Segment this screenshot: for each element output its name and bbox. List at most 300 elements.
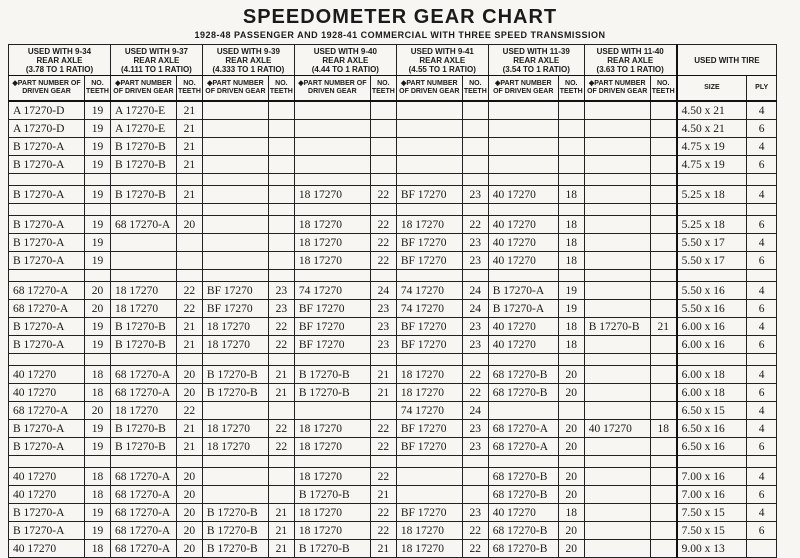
gear-teeth-count (370, 120, 396, 138)
tire-ply: 6 (747, 216, 777, 234)
spacer-cell (110, 174, 176, 186)
gear-teeth-count: 20 (85, 282, 111, 300)
gear-teeth-count: 19 (85, 234, 111, 252)
spacer-cell (584, 204, 650, 216)
driven-gear-part-number: B 17270-A (488, 300, 558, 318)
driven-gear-part-number: BF 17270 (396, 504, 462, 522)
driven-gear-part-number: BF 17270 (396, 336, 462, 354)
gear-teeth-count: 20 (176, 366, 202, 384)
axle-group-header (396, 45, 488, 76)
tire-ply: 4 (747, 318, 777, 336)
spacer-cell (650, 456, 676, 468)
gear-teeth-count: 20 (176, 504, 202, 522)
gear-teeth-count: 22 (462, 522, 488, 540)
driven-gear-part-number: 18 17270 (202, 438, 268, 456)
gear-teeth-count: 21 (268, 384, 294, 402)
gear-teeth-count (650, 120, 676, 138)
gear-teeth-count (650, 216, 676, 234)
gear-teeth-count: 23 (268, 282, 294, 300)
driven-gear-part-number: 68 17270-A (110, 366, 176, 384)
gear-teeth-count: 22 (370, 252, 396, 270)
gear-teeth-count (650, 486, 676, 504)
gear-teeth-count (650, 156, 676, 174)
part-number-header: ◆PART NUMBER OF DRIVEN GEAR (488, 76, 558, 102)
tire-ply: 4 (747, 234, 777, 252)
table-row (9, 366, 777, 384)
spacer-cell (9, 354, 85, 366)
part-number-header: ◆PART NUMBER OF DRIVEN GEAR (110, 76, 176, 102)
gear-teeth-count (370, 402, 396, 420)
gear-teeth-count: 19 (85, 252, 111, 270)
gear-teeth-count: 18 (558, 252, 584, 270)
gear-teeth-count: 22 (462, 216, 488, 234)
driven-gear-part-number: 18 17270 (202, 318, 268, 336)
teeth-header: NO. TEETH (85, 76, 111, 102)
driven-gear-part-number (396, 486, 462, 504)
gear-teeth-count: 20 (558, 486, 584, 504)
spacer-cell (677, 456, 747, 468)
driven-gear-part-number: 40 17270 (584, 420, 650, 438)
table-row (9, 138, 777, 156)
table-row (9, 282, 777, 300)
gear-teeth-count (558, 138, 584, 156)
gear-teeth-count: 23 (462, 438, 488, 456)
driven-gear-part-number (488, 101, 558, 120)
spacer-cell (268, 204, 294, 216)
driven-gear-part-number: BF 17270 (396, 186, 462, 204)
spacer-cell (202, 204, 268, 216)
driven-gear-part-number: BF 17270 (396, 252, 462, 270)
gear-teeth-count: 22 (370, 186, 396, 204)
gear-teeth-count: 20 (176, 468, 202, 486)
gear-teeth-count (650, 384, 676, 402)
gear-teeth-count: 21 (176, 186, 202, 204)
driven-gear-part-number (584, 366, 650, 384)
tire-size: 5.25 x 18 (677, 216, 747, 234)
gear-teeth-count: 20 (176, 216, 202, 234)
spacer-cell (558, 456, 584, 468)
tire-size: 9.00 x 13 (677, 540, 747, 558)
spacer-cell (747, 270, 777, 282)
driven-gear-part-number: 18 17270 (202, 420, 268, 438)
spacer-cell (584, 270, 650, 282)
driven-gear-part-number: 40 17270 (9, 366, 85, 384)
gear-teeth-count (268, 156, 294, 174)
driven-gear-part-number: B 17270-A (9, 138, 85, 156)
gear-teeth-count: 18 (85, 468, 111, 486)
driven-gear-part-number: 68 17270-A (488, 438, 558, 456)
gear-teeth-count: 20 (558, 420, 584, 438)
driven-gear-part-number: B 17270-A (9, 522, 85, 540)
axle-group-header (488, 45, 584, 76)
spacer-cell (396, 354, 462, 366)
spacer-cell (370, 456, 396, 468)
table-row (9, 186, 777, 204)
driven-gear-part-number: B 17270-B (110, 420, 176, 438)
gear-teeth-count: 22 (176, 282, 202, 300)
tire-size: 6.50 x 15 (677, 402, 747, 420)
spacer-cell (747, 354, 777, 366)
driven-gear-part-number: 68 17270-A (110, 540, 176, 558)
table-row (9, 486, 777, 504)
tire-size: 7.50 x 15 (677, 504, 747, 522)
driven-gear-part-number: 74 17270 (396, 402, 462, 420)
driven-gear-part-number: 18 17270 (396, 366, 462, 384)
driven-gear-part-number: 18 17270 (396, 540, 462, 558)
row-spacer (9, 174, 777, 186)
tire-ply: 6 (747, 522, 777, 540)
table-row (9, 384, 777, 402)
part-number-header: ◆PART NUMBER OF DRIVEN GEAR (9, 76, 85, 102)
axle-header-line1: USED WITH 9-34 (27, 46, 92, 56)
driven-gear-part-number (584, 522, 650, 540)
row-spacer (9, 354, 777, 366)
tire-ply: 4 (747, 186, 777, 204)
gear-teeth-count (462, 156, 488, 174)
spacer-cell (558, 204, 584, 216)
gear-teeth-count: 22 (268, 438, 294, 456)
axle-header-line2: REAR AXLE (225, 55, 272, 65)
driven-gear-part-number (396, 101, 462, 120)
gear-teeth-count (558, 120, 584, 138)
driven-gear-part-number: B 17270-B (584, 318, 650, 336)
gear-teeth-count: 20 (176, 384, 202, 402)
tire-size: 5.50 x 17 (677, 234, 747, 252)
spacer-cell (294, 354, 370, 366)
spacer-cell (110, 270, 176, 282)
driven-gear-part-number (584, 468, 650, 486)
tire-ply: 4 (747, 101, 777, 120)
gear-teeth-count (650, 366, 676, 384)
spacer-cell (9, 456, 85, 468)
tire-ply: 6 (747, 336, 777, 354)
gear-teeth-count: 23 (462, 336, 488, 354)
driven-gear-part-number: B 17270-B (110, 318, 176, 336)
driven-gear-part-number: BF 17270 (294, 336, 370, 354)
driven-gear-part-number (396, 120, 462, 138)
gear-teeth-count: 22 (370, 216, 396, 234)
axle-header-line3: (3.78 TO 1 RATIO) (25, 64, 94, 74)
gear-teeth-count: 19 (85, 438, 111, 456)
gear-teeth-count: 20 (558, 438, 584, 456)
driven-gear-part-number (584, 234, 650, 252)
gear-teeth-count: 20 (558, 366, 584, 384)
spacer-cell (396, 204, 462, 216)
spacer-cell (176, 456, 202, 468)
gear-teeth-count (650, 282, 676, 300)
spacer-cell (202, 456, 268, 468)
gear-teeth-count: 20 (85, 402, 111, 420)
gear-teeth-count: 18 (558, 186, 584, 204)
driven-gear-part-number: B 17270-B (294, 540, 370, 558)
spacer-cell (650, 270, 676, 282)
gear-chart-table (8, 44, 777, 558)
driven-gear-part-number (202, 468, 268, 486)
gear-teeth-count (176, 234, 202, 252)
table-row (9, 252, 777, 270)
part-number-header: ◆PART NUMBER OF DRIVEN GEAR (396, 76, 462, 102)
axle-header-line1: USED WITH 11-39 (502, 46, 570, 56)
driven-gear-part-number (584, 120, 650, 138)
driven-gear-part-number: B 17270-A (9, 504, 85, 522)
gear-teeth-count: 18 (650, 420, 676, 438)
driven-gear-part-number: B 17270-B (202, 540, 268, 558)
tire-size: 7.00 x 16 (677, 486, 747, 504)
driven-gear-part-number: B 17270-A (9, 438, 85, 456)
spacer-cell (488, 270, 558, 282)
gear-teeth-count: 23 (462, 252, 488, 270)
driven-gear-part-number: 68 17270-A (110, 468, 176, 486)
spacer-cell (584, 456, 650, 468)
spacer-cell (370, 204, 396, 216)
spacer-cell (85, 456, 111, 468)
gear-teeth-count: 21 (176, 438, 202, 456)
gear-teeth-count: 22 (370, 522, 396, 540)
gear-teeth-count: 21 (176, 420, 202, 438)
gear-teeth-count: 23 (462, 504, 488, 522)
driven-gear-part-number: 40 17270 (9, 540, 85, 558)
driven-gear-part-number: 68 17270-A (488, 420, 558, 438)
gear-teeth-count: 20 (176, 540, 202, 558)
spacer-cell (294, 174, 370, 186)
gear-teeth-count: 21 (268, 540, 294, 558)
gear-teeth-count: 18 (558, 336, 584, 354)
row-spacer (9, 204, 777, 216)
gear-teeth-count: 21 (650, 318, 676, 336)
gear-teeth-count (268, 101, 294, 120)
part-number-header: ◆PART NUMBER OF DRIVEN GEAR (202, 76, 268, 102)
gear-teeth-count (268, 138, 294, 156)
driven-gear-part-number (110, 234, 176, 252)
driven-gear-part-number: 40 17270 (488, 252, 558, 270)
spacer-cell (268, 354, 294, 366)
gear-teeth-count (268, 120, 294, 138)
spacer-cell (370, 270, 396, 282)
driven-gear-part-number (294, 101, 370, 120)
gear-teeth-count: 20 (558, 522, 584, 540)
spacer-cell (488, 204, 558, 216)
gear-teeth-count (370, 101, 396, 120)
gear-teeth-count (462, 138, 488, 156)
gear-teeth-count (370, 138, 396, 156)
tire-ply: 6 (747, 384, 777, 402)
driven-gear-part-number: B 17270-B (110, 138, 176, 156)
tire-size: 7.50 x 15 (677, 522, 747, 540)
gear-teeth-count (558, 156, 584, 174)
gear-teeth-count (650, 300, 676, 318)
axle-header-line1: USED WITH 9-39 (216, 46, 280, 56)
driven-gear-part-number: 18 17270 (294, 468, 370, 486)
driven-gear-part-number: 68 17270-B (488, 366, 558, 384)
gear-teeth-count: 21 (370, 486, 396, 504)
tire-ply: 4 (747, 402, 777, 420)
row-spacer (9, 456, 777, 468)
table-row (9, 234, 777, 252)
gear-teeth-count (268, 216, 294, 234)
gear-teeth-count: 18 (558, 504, 584, 522)
tire-ply: 6 (747, 120, 777, 138)
spacer-cell (268, 456, 294, 468)
gear-teeth-count: 23 (370, 336, 396, 354)
spacer-cell (294, 456, 370, 468)
tire-ply: 6 (747, 300, 777, 318)
gear-teeth-count (650, 438, 676, 456)
driven-gear-part-number: 68 17270-B (488, 468, 558, 486)
gear-teeth-count (268, 234, 294, 252)
driven-gear-part-number: 18 17270 (110, 402, 176, 420)
driven-gear-part-number: 74 17270 (294, 282, 370, 300)
gear-teeth-count: 19 (85, 420, 111, 438)
driven-gear-part-number (396, 138, 462, 156)
gear-teeth-count: 22 (268, 318, 294, 336)
axle-group-header (202, 45, 294, 76)
spacer-cell (268, 174, 294, 186)
gear-teeth-count (268, 486, 294, 504)
tire-size: 6.50 x 16 (677, 438, 747, 456)
driven-gear-part-number: 40 17270 (9, 486, 85, 504)
driven-gear-part-number: 40 17270 (488, 504, 558, 522)
driven-gear-part-number (584, 252, 650, 270)
tire-size: 5.50 x 17 (677, 252, 747, 270)
tire-size: 4.50 x 21 (677, 101, 747, 120)
driven-gear-part-number (584, 156, 650, 174)
gear-teeth-count (558, 402, 584, 420)
driven-gear-part-number (202, 186, 268, 204)
gear-teeth-count: 18 (85, 486, 111, 504)
gear-teeth-count: 20 (176, 522, 202, 540)
axle-header-line3: (4.44 TO 1 RATIO) (311, 64, 379, 74)
gear-teeth-count: 19 (85, 522, 111, 540)
driven-gear-part-number (488, 120, 558, 138)
driven-gear-part-number: B 17270-B (110, 156, 176, 174)
spacer-cell (650, 354, 676, 366)
driven-gear-part-number (294, 156, 370, 174)
driven-gear-part-number (584, 504, 650, 522)
driven-gear-part-number: A 17270-D (9, 120, 85, 138)
driven-gear-part-number: B 17270-B (294, 384, 370, 402)
tire-ply: 6 (747, 252, 777, 270)
driven-gear-part-number: B 17270-B (202, 366, 268, 384)
gear-teeth-count: 19 (558, 300, 584, 318)
gear-teeth-count: 20 (558, 384, 584, 402)
spacer-cell (462, 204, 488, 216)
driven-gear-part-number: BF 17270 (294, 300, 370, 318)
driven-gear-part-number (584, 402, 650, 420)
driven-gear-part-number: 68 17270-A (110, 486, 176, 504)
axle-header-line3: (4.111 TO 1 RATIO) (121, 64, 192, 74)
teeth-header: NO. TEETH (650, 76, 676, 102)
axle-header-line2: REAR AXLE (513, 55, 560, 65)
gear-teeth-count: 21 (268, 504, 294, 522)
driven-gear-part-number: A 17270-E (110, 120, 176, 138)
spacer-cell (176, 354, 202, 366)
axle-header-line2: REAR AXLE (36, 55, 83, 65)
spacer-cell (747, 204, 777, 216)
driven-gear-part-number (584, 336, 650, 354)
spacer-cell (677, 354, 747, 366)
tire-size: 6.00 x 16 (677, 336, 747, 354)
gear-teeth-count (650, 540, 676, 558)
driven-gear-part-number (584, 438, 650, 456)
driven-gear-part-number: 40 17270 (488, 318, 558, 336)
driven-gear-part-number: 68 17270-A (110, 216, 176, 234)
gear-teeth-count: 24 (462, 300, 488, 318)
driven-gear-part-number: BF 17270 (202, 300, 268, 318)
spacer-cell (584, 354, 650, 366)
axle-group-header (9, 45, 111, 76)
gear-teeth-count: 19 (85, 186, 111, 204)
driven-gear-part-number: B 17270-B (110, 186, 176, 204)
axle-header-line3: (3.63 TO 1 RATIO) (596, 64, 664, 74)
driven-gear-part-number: B 17270-A (488, 282, 558, 300)
gear-teeth-count: 18 (558, 318, 584, 336)
spacer-cell (558, 270, 584, 282)
tire-size: 5.50 x 16 (677, 300, 747, 318)
driven-gear-part-number: B 17270-A (9, 336, 85, 354)
spacer-cell (85, 204, 111, 216)
gear-teeth-count: 18 (85, 366, 111, 384)
driven-gear-part-number (584, 216, 650, 234)
tire-ply: 4 (747, 468, 777, 486)
gear-teeth-count: 20 (85, 300, 111, 318)
driven-gear-part-number: 18 17270 (110, 282, 176, 300)
spacer-cell (396, 456, 462, 468)
driven-gear-part-number: BF 17270 (396, 420, 462, 438)
table-row (9, 468, 777, 486)
gear-teeth-count: 21 (176, 336, 202, 354)
tire-ply: 4 (747, 282, 777, 300)
driven-gear-part-number: 68 17270-A (110, 504, 176, 522)
driven-gear-part-number: 40 17270 (9, 468, 85, 486)
gear-teeth-count: 20 (176, 486, 202, 504)
chart-body (9, 101, 777, 558)
driven-gear-part-number (202, 101, 268, 120)
gear-teeth-count: 19 (85, 101, 111, 120)
driven-gear-part-number: 68 17270-A (9, 402, 85, 420)
spacer-cell (85, 270, 111, 282)
gear-teeth-count: 23 (462, 186, 488, 204)
driven-gear-part-number: BF 17270 (294, 318, 370, 336)
axle-header-line2: REAR AXLE (419, 55, 466, 65)
spacer-cell (370, 354, 396, 366)
gear-teeth-count: 22 (462, 540, 488, 558)
gear-teeth-count (268, 402, 294, 420)
driven-gear-part-number: BF 17270 (396, 318, 462, 336)
gear-teeth-count: 21 (370, 540, 396, 558)
tire-ply: 4 (747, 366, 777, 384)
axle-header-line2: REAR AXLE (133, 55, 180, 65)
gear-teeth-count (650, 138, 676, 156)
gear-teeth-count: 23 (462, 234, 488, 252)
gear-teeth-count: 19 (85, 156, 111, 174)
spacer-cell (747, 174, 777, 186)
driven-gear-part-number: 18 17270 (294, 438, 370, 456)
gear-teeth-count (268, 186, 294, 204)
gear-teeth-count: 23 (370, 318, 396, 336)
ply-header: PLY (747, 76, 777, 102)
axle-header-line3: (4.333 TO 1 RATIO) (212, 64, 285, 74)
gear-teeth-count (650, 336, 676, 354)
driven-gear-part-number (202, 138, 268, 156)
driven-gear-part-number: B 17270-A (9, 318, 85, 336)
spacer-cell (462, 270, 488, 282)
tire-size: 6.50 x 16 (677, 420, 747, 438)
gear-teeth-count: 19 (85, 216, 111, 234)
gear-teeth-count: 21 (370, 366, 396, 384)
driven-gear-part-number (584, 300, 650, 318)
gear-teeth-count: 22 (370, 234, 396, 252)
gear-teeth-count: 19 (85, 138, 111, 156)
